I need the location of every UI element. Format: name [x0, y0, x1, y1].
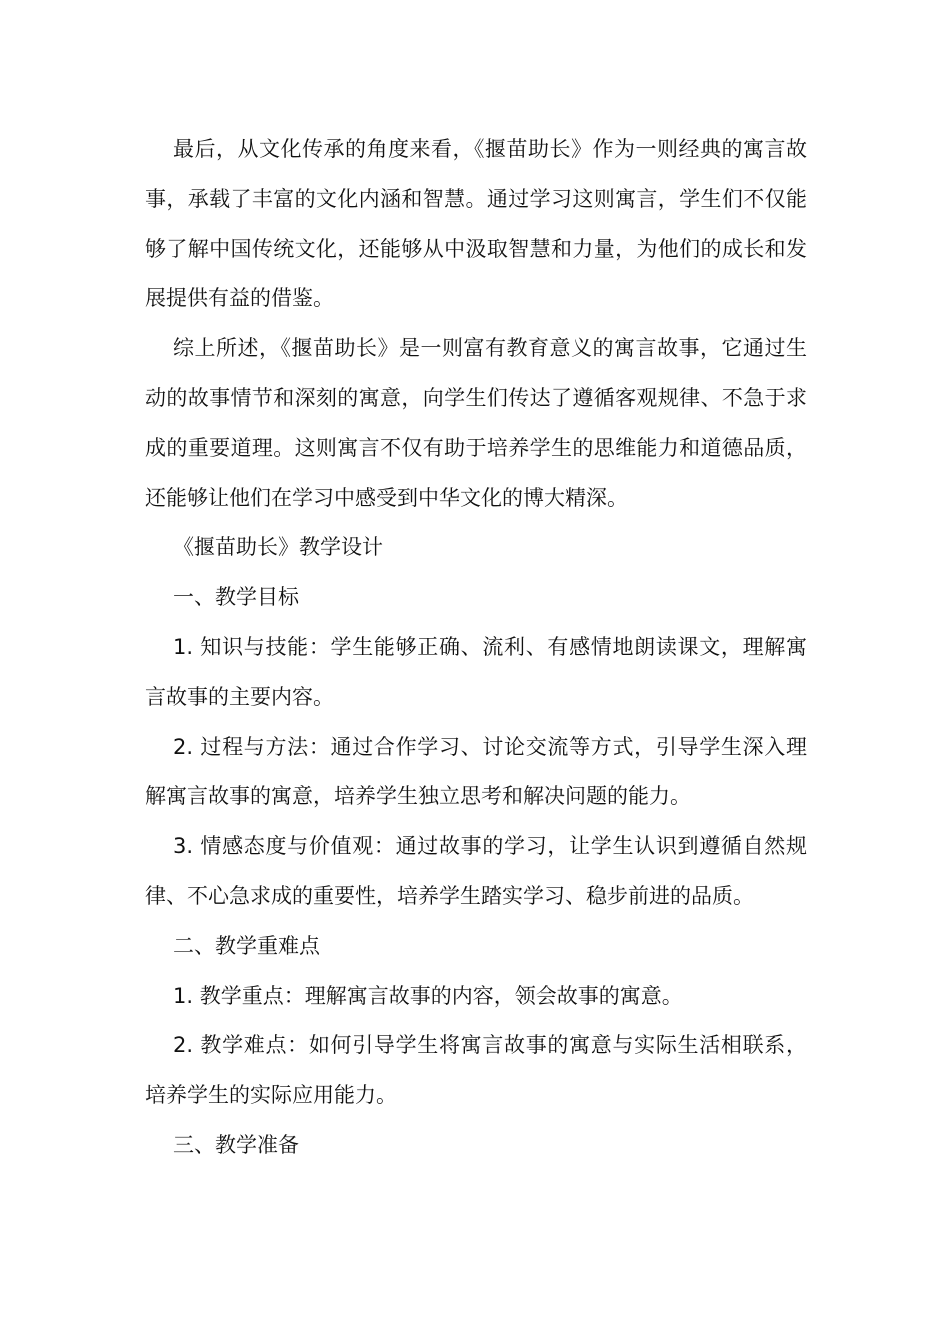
objective-emotional-values: 3. 情感态度与价值观：通过故事的学习，让学生认识到遵循自然规律、不心急求成的重要性，培养学生踏实学习、稳步前进的品质。 — [145, 834, 807, 908]
section-heading-objectives: 一、教学目标 — [173, 585, 299, 610]
section-heading-preparation: 三、教学准备 — [173, 1132, 299, 1157]
objective-knowledge-skills: 1. 知识与技能：学生能够正确、流利、有感情地朗读课文，理解寓言故事的主要内容。 — [145, 634, 807, 709]
objective-process-methods: 2. 过程与方法：通过合作学习、讨论交流等方式，引导学生深入理解寓言故事的寓意，培养学生独立思考和解决问题的能力。 — [145, 734, 807, 809]
document-body — [145, 125, 807, 1171]
section-heading-key-points: 二、教学重难点 — [173, 933, 320, 958]
paragraph-cultural-heritage: 最后，从文化传承的角度来看，《揠苗助长》作为一则经典的寓言故事，承载了丰富的文化内涵和智慧。通过学习这则寓言，学生们不仅能够了解中国传统文化，还能够从中汲取智慧和力量，为他们的成长和发展提供有益的借鉴。 — [145, 137, 807, 311]
paragraph-summary: 综上所述，《揠苗助长》是一则富有教育意义的寓言故事，它通过生动的故事情节和深刻的寓意，向学生们传达了遵循客观规律、不急于求成的重要道理。这则寓言不仅有助于培养学生的思维能力和道德品质，还能够让他们在学习中感受到中华文化的博大精深。 — [145, 336, 807, 510]
key-point-difficulty: 2. 教学难点：如何引导学生将寓言故事的寓意与实际生活相联系，培养学生的实际应用能力。 — [145, 1033, 807, 1108]
key-point-focus: 1. 教学重点：理解寓言故事的内容，领会故事的寓意。 — [173, 983, 683, 1008]
lesson-plan-title: 《揠苗助长》教学设计 — [173, 535, 383, 560]
